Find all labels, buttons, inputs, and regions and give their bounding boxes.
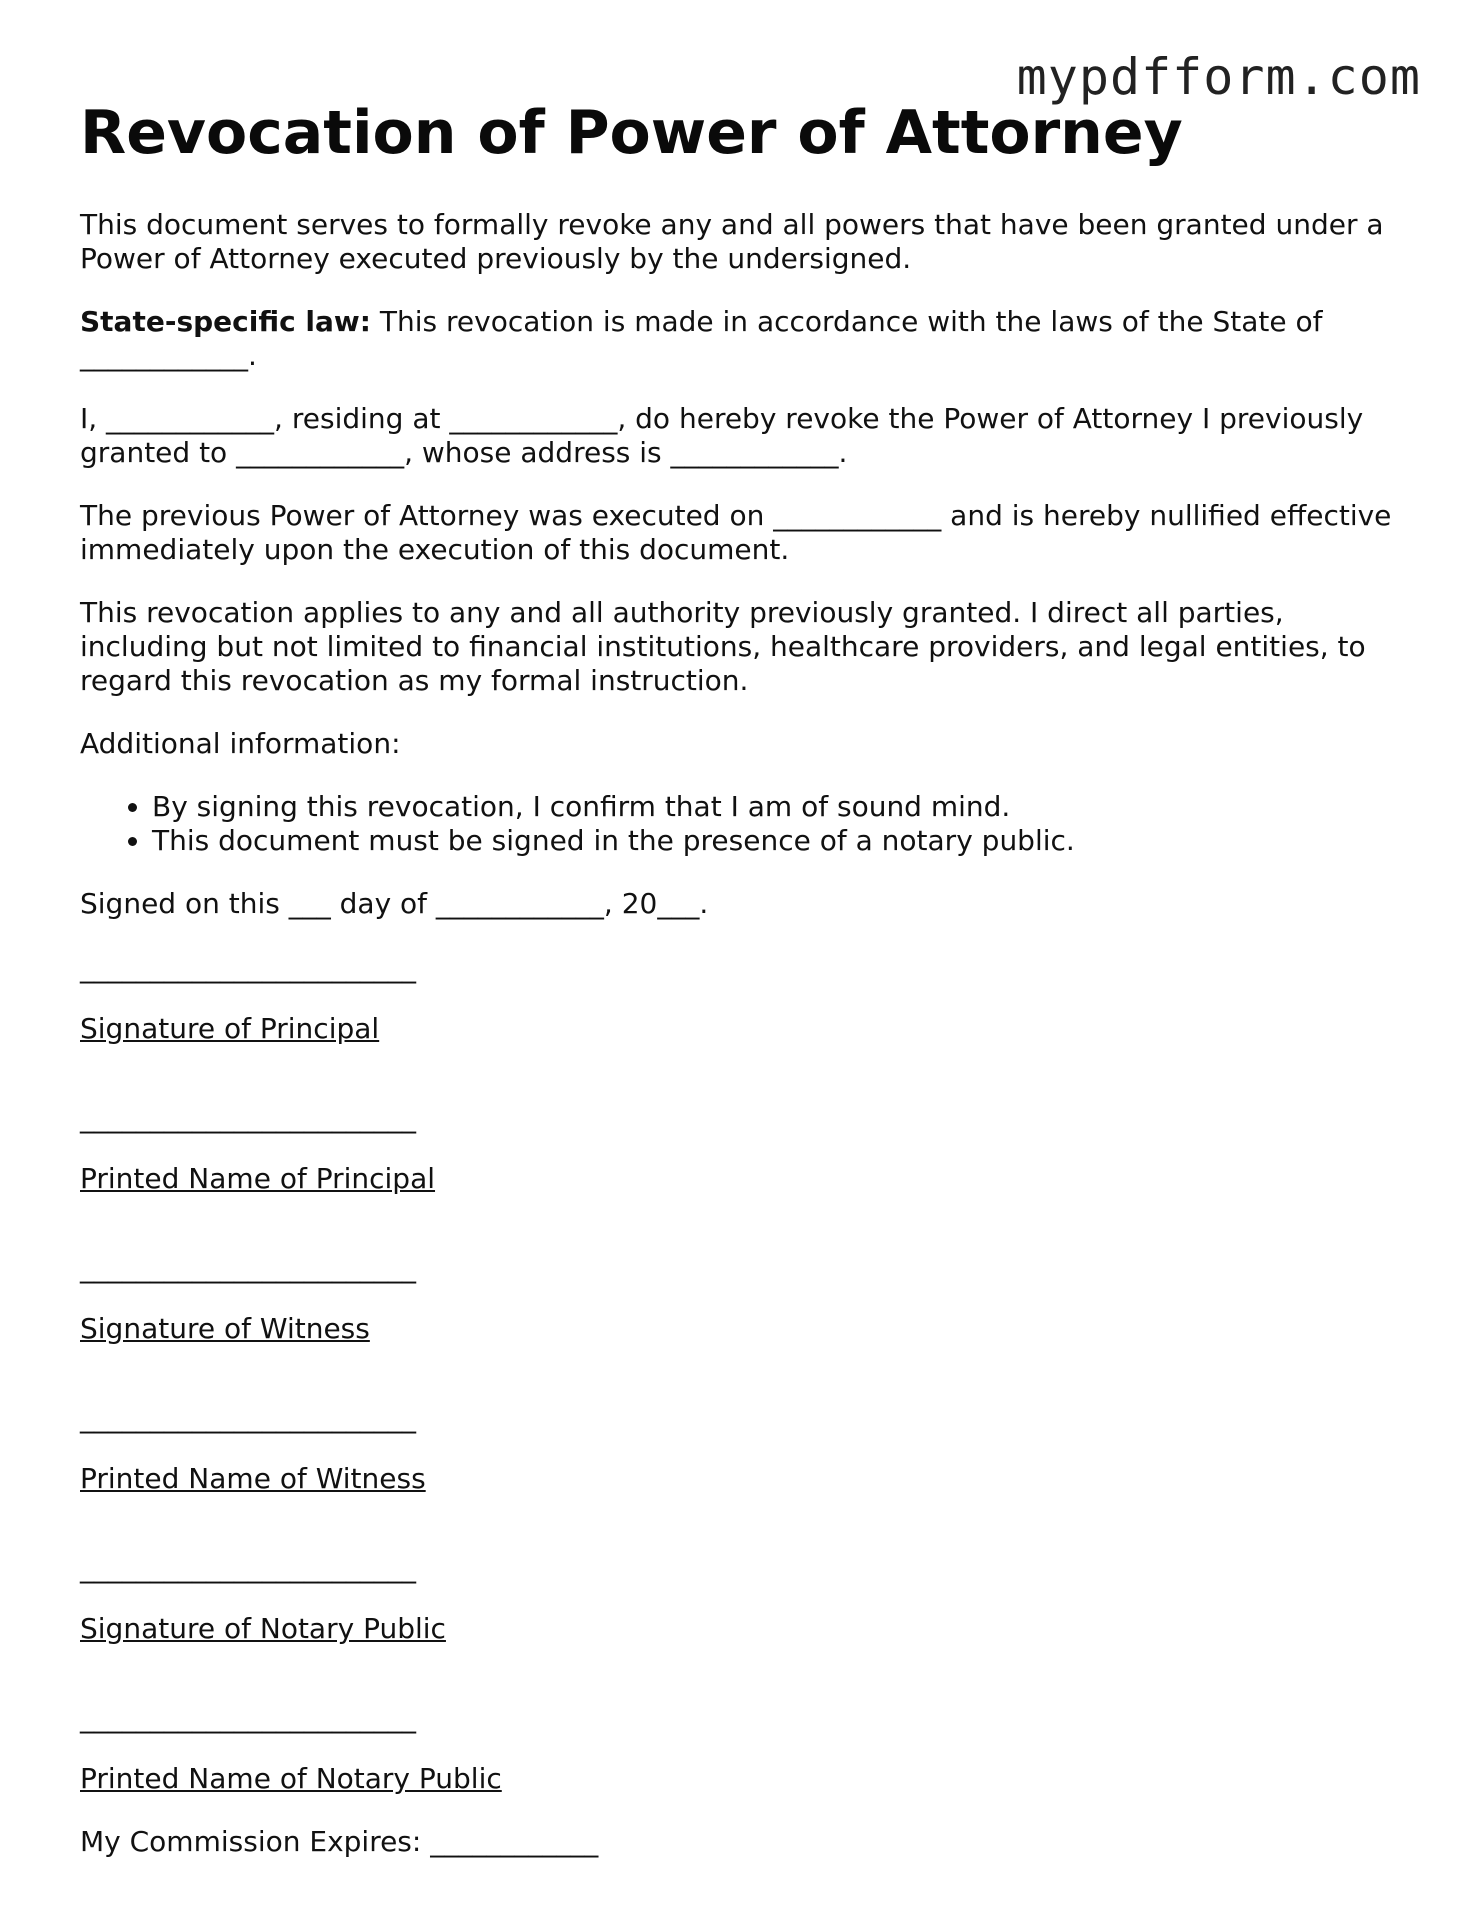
- scope-paragraph: This revocation applies to any and all authority previously granted. I direct all parties, including but not limited to financial institutions, healthcare providers, and legal entities, to regard this revocation as my formal instruction.: [80, 596, 1366, 697]
- signature-label: Signature of Principal: [80, 1012, 380, 1045]
- signature-line[interactable]: ________________________: [80, 1701, 416, 1734]
- signature-line[interactable]: ________________________: [80, 1551, 416, 1584]
- list-item: • By signing this revocation, I confirm that I am of sound mind.: [152, 790, 1400, 824]
- commission-expires-line: My Commission Expires: ____________: [80, 1825, 599, 1858]
- intro-paragraph: This document serves to formally revoke any and all powers that have been granted under a Power of Attorney executed previously by the undersigned.: [80, 208, 1384, 275]
- printed-name-block-principal: [80, 1101, 1400, 1196]
- watermark: mypdfform.com: [1016, 48, 1421, 106]
- document-title: Revocation of Power of Attorney: [80, 98, 1183, 168]
- state-law-text: This revocation is made in accordance with the laws of the State of ____________.: [80, 305, 1323, 372]
- signature-line[interactable]: ________________________: [80, 1101, 416, 1134]
- state-law-label: State-specific law:: [80, 305, 371, 338]
- signature-block-notary: [80, 1551, 1400, 1646]
- state-law-paragraph: [80, 305, 1400, 373]
- document-body: [80, 100, 1400, 1888]
- signature-label: Printed Name of Principal: [80, 1162, 436, 1195]
- signed-on-line: Signed on this ___ day of ____________, 20___.: [80, 887, 709, 920]
- signature-line[interactable]: ________________________: [80, 1401, 416, 1434]
- printed-name-block-notary: [80, 1701, 1400, 1796]
- signature-label: Printed Name of Notary Public: [80, 1762, 502, 1795]
- signature-label: Signature of Witness: [80, 1312, 370, 1345]
- signature-block-witness: [80, 1251, 1400, 1346]
- execution-paragraph: The previous Power of Attorney was executed on ____________ and is hereby nullified effective immediately upon the execution of this document.: [80, 499, 1392, 566]
- signature-block-principal: [80, 951, 1400, 1046]
- additional-info-list: [80, 790, 1400, 858]
- printed-name-block-witness: [80, 1401, 1400, 1496]
- declaration-paragraph: I, ____________, residing at ____________, do hereby revoke the Power of Attorney I previously granted to ____________, whose address is ____________.: [80, 402, 1364, 469]
- additional-info-label: Additional information:: [80, 727, 401, 760]
- signature-line[interactable]: ________________________: [80, 1251, 416, 1284]
- signature-label: Printed Name of Witness: [80, 1462, 426, 1495]
- list-item: • This document must be signed in the presence of a notary public.: [152, 824, 1400, 858]
- signature-line[interactable]: ________________________: [80, 951, 416, 984]
- signature-label: Signature of Notary Public: [80, 1612, 446, 1645]
